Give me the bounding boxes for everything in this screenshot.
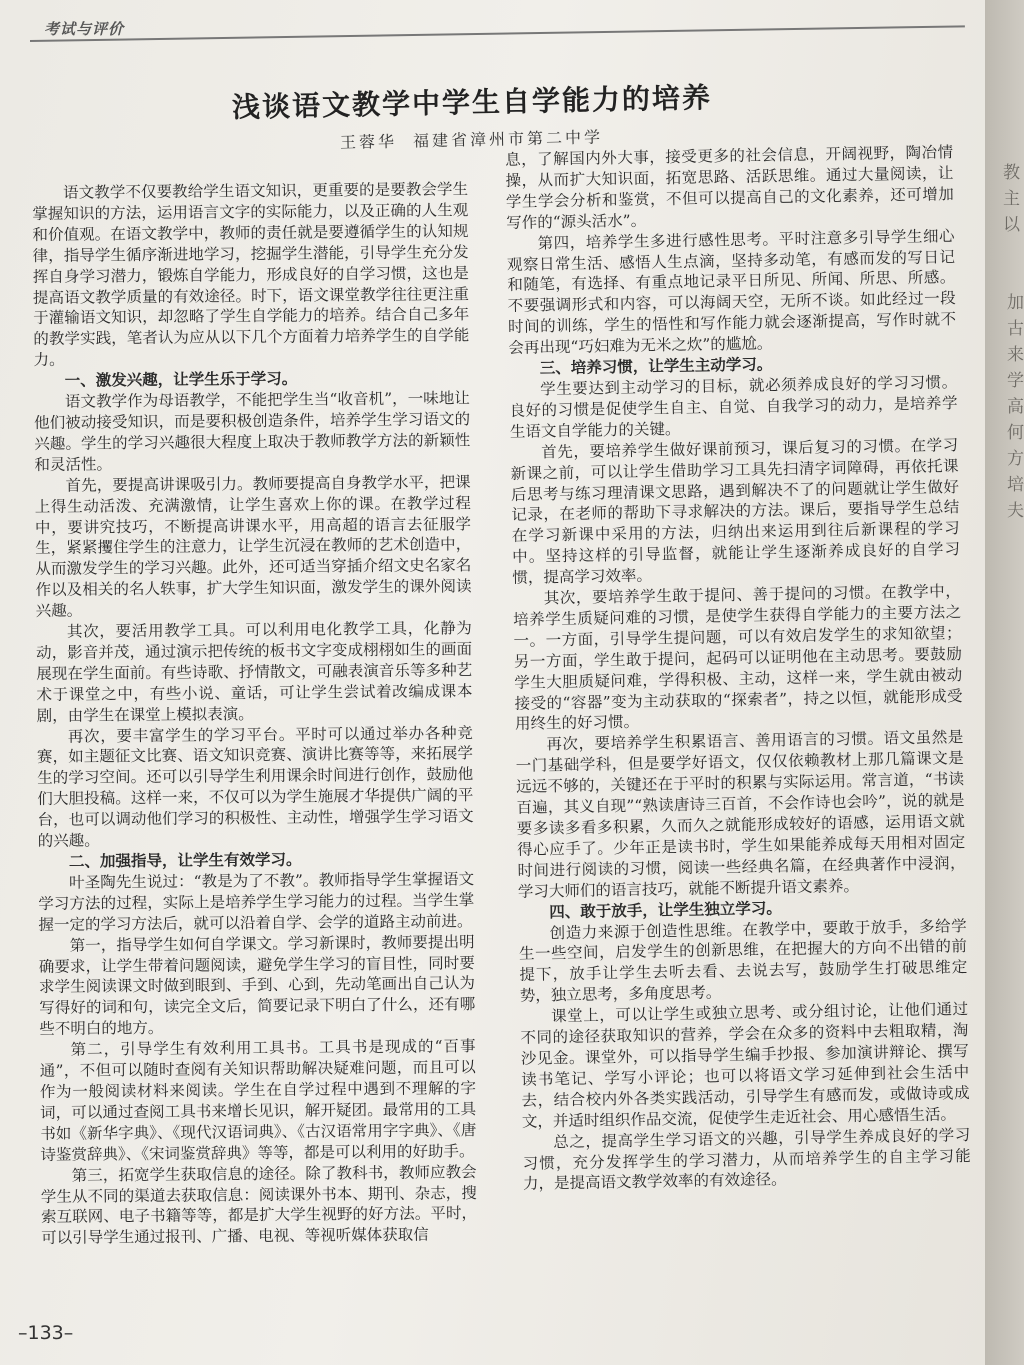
body-paragraph: 语文教学不仅要教给学生语文知识，更重要的是要教会学生掌握知识的方法，运用语言文字的实际能力，以及正确的人生观和价值观。在语文教学中，教师的责任就是要遵循学生的认知规律，指导学生循序渐进地学习，挖掘学生潜能，引导学生充分发挥自身学习潜力，锻炼自学能力，形成良好的自学习惯，这也是提高语文教学质量的有效途径。时下，语文课堂教学往往更注重于灌输语文知识，却忽略了学生自学能力的培养。结合自己多年的教学实践，笔者认为应从以下几个方面着力培养学生的自学能力。 (32, 180, 470, 370)
body-paragraph: 叶圣陶先生说过：“教是为了不教”。教师指导学生掌握语文学习方法的过程，实际上是培养学生学习能力的过程。当学生掌握一定的学习方法后，就可以沿着自学、会学的道路主动前进。 (38, 870, 475, 934)
body-paragraph: 息，了解国内外大事，接受更多的社会信息，开阔视野，陶冶情操，从而扩大知识面，拓宽思路、活跃思维。通过大量阅读，让学生学会分析和鉴赏，不但可以提高自己的文化素养，还可增加写作的“源头活水”。 (505, 143, 954, 232)
body-paragraph: 首先，要培养学生做好课前预习，课后复习的习惯。在学习新课之前，可以让学生借助学习工具先扫清字词障碍，再依托课后思考与练习理清课文思路，遇到解决不了的问题就让学生做好记录，在老师的帮助下寻求解决的方法。课后，要指导学生总结在学习新课中采用的方法，归纳出来运用到往后新课程的学习中。坚持这样的引导监督，就能让学生逐渐养成良好的自学习惯，提高学习效率。 (510, 435, 961, 588)
body-paragraph: 第一，指导学生如何自学课文。学习新课时，教师要提出明确要求，让学生带着问题阅读，避免学生学习的盲目性，同时要求学生阅读课文时做到眼到、手到、心到，先动笔画出自己认为写得好的词和句，读完全文后，简要记录下明白了什么，还有哪些不明白的地方。 (38, 932, 476, 1039)
page-number: –133– (18, 1322, 74, 1344)
body-paragraph: 其次，要培养学生敢于提问、善于提问的习惯。在教学中，培养学生质疑问难的习惯，是使学生获得自学能力的主要方法之一。一方面，引导学生提问题，可以有效启发学生的求知欲望；另一方面，学生敢于提问，起码可以证明他在主动思考。要鼓励学生大胆质疑问难，学得积极、主动，这样一来，学生就由被动接受的“容器”变为主动获取的“探索者”，持之以恒，就能形成受用终生的好习惯。 (513, 582, 963, 734)
body-paragraph: 其次，要活用教学工具。可以利用电化教学工具，化静为动，影音并茂，通过演示把传统的板书文字变成栩栩如生的画面展现在学生面前。有些诗歌、抒情散文，可融表演音乐等多种艺术于课堂之中，有些小说、童话，可让学生尝试着改编成课本剧，由学生在课堂上模拟表演。 (36, 619, 473, 725)
body-paragraph: 首先，要提高讲课吸引力。教师要提高自身教学水平，把课上得生动活泼、充满激情，让学生喜欢上你的课。在教学过程中，要讲究技巧，不断提高讲课水平，用高超的语言去征服学生，紧紧攫住学生的注意力，让学生沉浸在教师的艺术创造中，从而激发学生的学习兴趣。此外，还可适当穿插介绍文史名家名作以及相关的名人轶事，扩大学生知识面，激发学生的课外阅读兴趣。 (34, 472, 472, 621)
body-paragraph: 再次，要丰富学生的学习平台。平时可以通过举办各种竞赛，如主题征文比赛、语文知识竞赛、演讲比赛等等，来拓展学生的学习空间。还可以引导学生利用课余时间进行创作，鼓励他们大胆投稿。这样一来，不仅可以为学生施展才华提供广阔的平台，也可以调动他们学习的积极性、主动性，增强学生学习语文的兴趣。 (36, 723, 474, 851)
body-paragraph: 课堂上，可以让学生或独立思考、或分组讨论，让他们通过不同的途径获取知识的营养，学会在众多的资料中去粗取精，淘沙见金。课堂外，可以指导学生编手抄报、参加演讲辩论、撰写读书笔记、学写小评论；也可以将语文学习延伸到社会生活中去，结合校内外各类实践活动，引导学生有感而发，或做诗或成文，并适时组织作品交流，促使学生走近社会、用心感悟生活。 (520, 1000, 970, 1131)
adjacent-page-edge: 教 主 以 加 古 来 学 高 何 方 培 夫 (985, 0, 1024, 1365)
body-paragraph: 第四，培养学生多进行感性思考。平时注意多引导学生细心观察日常生活、感悟人生点滴，坚持多动笔，有感而发的写日记和随笔，有选择、有重点地记录平日所见、所闻、所思、所感。不要强调形式和内容，可以海阔天空，无所不谈。如此经过一段时间的训练，学生的悟性和写作能力就会逐渐提高，写作时就不会再出现“巧妇难为无米之炊”的尴尬。 (506, 226, 957, 358)
body-paragraph: 总之，提高学生学习语文的兴趣，引导学生养成良好的学习习惯，充分发挥学生的学习潜力，从而培养学生的自主学习能力，是提高语文教学效率的有效途径。 (522, 1125, 971, 1194)
right-column (505, 142, 971, 1195)
section-heading: 一、激发兴趣，让学生乐于学习。 (64, 368, 298, 390)
body-paragraph: 创造力来源于创造性思维。在教学中，要敢于放手，多给学生一些空间，启发学生的创新思维，在把握大的方向不出错的前提下，放手让学生去听去看、去说去写，鼓励学生打破思维定势，独立思考，多角度思考。 (518, 916, 968, 1006)
author-affiliation: 福建省漳州市第二中学 (412, 127, 604, 151)
section-heading: 三、培养习惯，让学生主动学习。 (539, 354, 773, 378)
header-rule (30, 25, 965, 42)
left-column (32, 179, 477, 1249)
body-paragraph: 第二，引导学生有效利用工具书。工具书是现成的“百事通”，不但可以随时查阅有关知识帮助解决疑难问题，而且可以作为一般阅读材料来阅读。学生在自学过程中遇到不理解的字词，可以通过查阅工具书来增长见识，解开疑团。最常用的工具书如《新华字典》、《现代汉语词典》、《古汉语常用字字典》、《唐诗鉴赏辞典》、《宋词鉴赏辞典》等等，都是可以利用的好助手。 (39, 1037, 477, 1164)
article-title: 浅谈语文教学中学生自学能力的培养 (231, 80, 713, 124)
body-paragraph: 语文教学作为母语教学，不能把学生当“收音机”，一味地让他们被动接受知识，而是要积极创造条件，培养学生学习语文的兴趣。学生的学习兴趣很大程度上取决于教师教学方法的新颖性和灵活性。 (34, 389, 471, 474)
body-paragraph: 第三，拓宽学生获取信息的途径。除了教科书，教师应教会学生从不同的渠道去获取信息：阅读课外书本、期刊、杂志，搜索互联网、电子书籍等等，都是扩大学生视野的好方法。平时，可以引导学生通过报刊、广播、电视、等视听媒体获取信 (40, 1162, 478, 1248)
section-tag: 考试与评价 (44, 20, 125, 38)
author-name: 王蓉华 (339, 131, 398, 152)
section-heading: 四、敢于放手，让学生独立学习。 (549, 897, 782, 921)
body-paragraph: 学生要达到主动学习的目标，就必须养成良好的学习习惯。良好的习惯是促使学生自主、自觉、自我学习的动力，是培养学生语文自学能力的关键。 (509, 373, 958, 441)
body-paragraph: 再次，要培养学生积累语言、善用语言的习惯。语文虽然是一门基础学科，但是要学好语文，仅仅依赖教材上那几篇课文是远远不够的，关键还在于平时的积累与实际运用。常言道，“书读百遍，其义自现”“熟读唐诗三百首，不会作诗也会吟”，说的就是要多读多看多积累，久而久之就能形成较好的语感，运用语文就得心应手了。少年正是读书时，学生如果能养成每天用相对固定时间进行阅读的习惯，阅读一些经典名篇，在经典著作中浸润，学习大师们的语言技巧，就能不断提升语文素养。 (515, 728, 966, 901)
section-heading: 二、加强指导，让学生有效学习。 (68, 849, 302, 871)
